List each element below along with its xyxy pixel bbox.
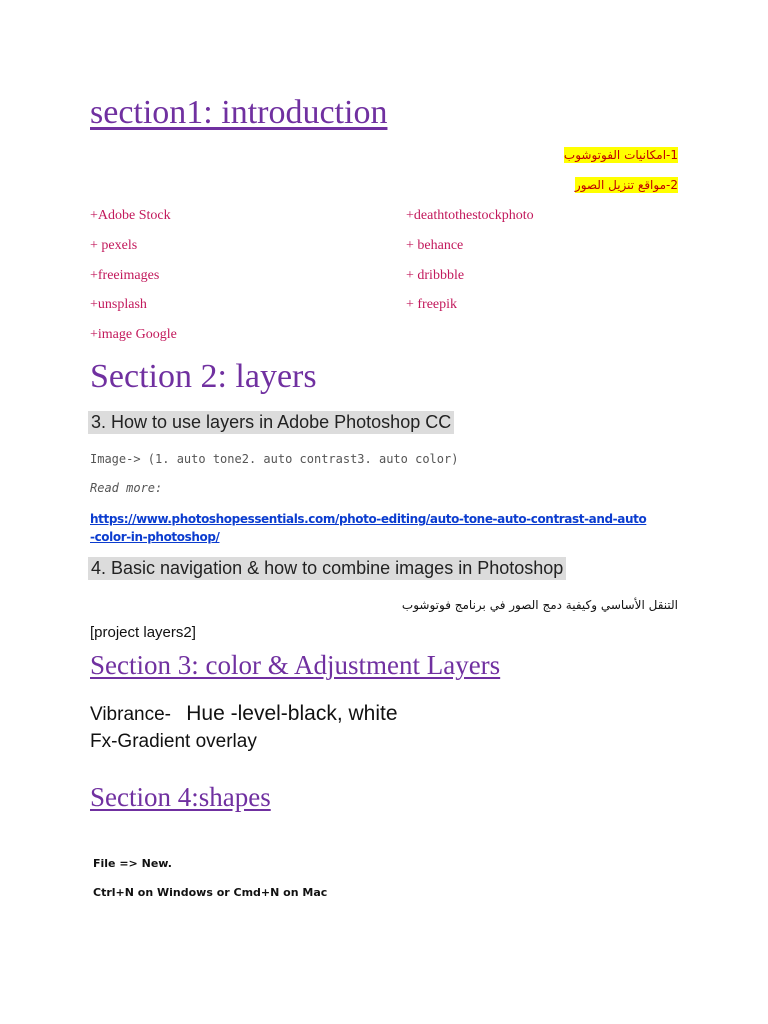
link-pexels: + pexels xyxy=(90,238,138,253)
arabic-item-2-text: 2-مواقع تنزيل الصور xyxy=(574,178,678,192)
read-more-label: Read more: xyxy=(90,481,163,495)
image-menu-line: Image-> (1. auto tone2. auto contrast3. auto color) xyxy=(90,452,459,466)
section1-heading: section1: introduction xyxy=(90,94,388,131)
arabic-item-1 xyxy=(564,148,678,162)
section4-heading: Section 4:shapes xyxy=(90,782,271,812)
item3-heading: 3. How to use layers in Adobe Photoshop CC xyxy=(88,411,454,434)
hue-level-text: Hue -level-black, white xyxy=(186,702,398,725)
arabic-item-1-text: 1-امكانيات الفوتوشوب xyxy=(563,148,678,162)
section2-heading: Section 2: layers xyxy=(90,358,317,395)
link-deathtothestockphoto: +deathtothestockphoto xyxy=(406,208,534,223)
link-freepik: + freepik xyxy=(406,297,458,312)
link-behance: + behance xyxy=(406,238,464,253)
link-dribbble: + dribbble xyxy=(406,268,465,283)
vibrance-line xyxy=(90,702,398,726)
section3-heading: Section 3: color & Adjustment Layers xyxy=(90,650,501,680)
link-freeimages: +freeimages xyxy=(90,268,160,283)
vibrance-text: Vibrance- xyxy=(90,704,171,725)
link-unsplash: +unsplash xyxy=(90,297,147,312)
arabic-item-2 xyxy=(575,178,678,192)
project-label: [project layers2] xyxy=(90,624,196,641)
shortcut-line: Ctrl+N on Windows or Cmd+N on Mac xyxy=(93,886,328,899)
file-new-line: File => New. xyxy=(93,857,172,870)
link-adobe-stock: +Adobe Stock xyxy=(90,208,171,223)
item4-heading: 4. Basic navigation & how to combine images in Photoshop xyxy=(88,557,566,580)
gradient-overlay-line: Fx-Gradient overlay xyxy=(90,731,257,752)
link-image-google: +image Google xyxy=(90,327,177,342)
reference-link[interactable]: https://www.photoshopessentials.com/photo-editing/auto-tone-auto-contrast-and-auto-color-in-photoshop/ xyxy=(90,512,647,544)
arabic-navigation-line: التنقل الأساسي وكيفية دمج الصور في برنامج فوتوشوب xyxy=(401,598,678,612)
